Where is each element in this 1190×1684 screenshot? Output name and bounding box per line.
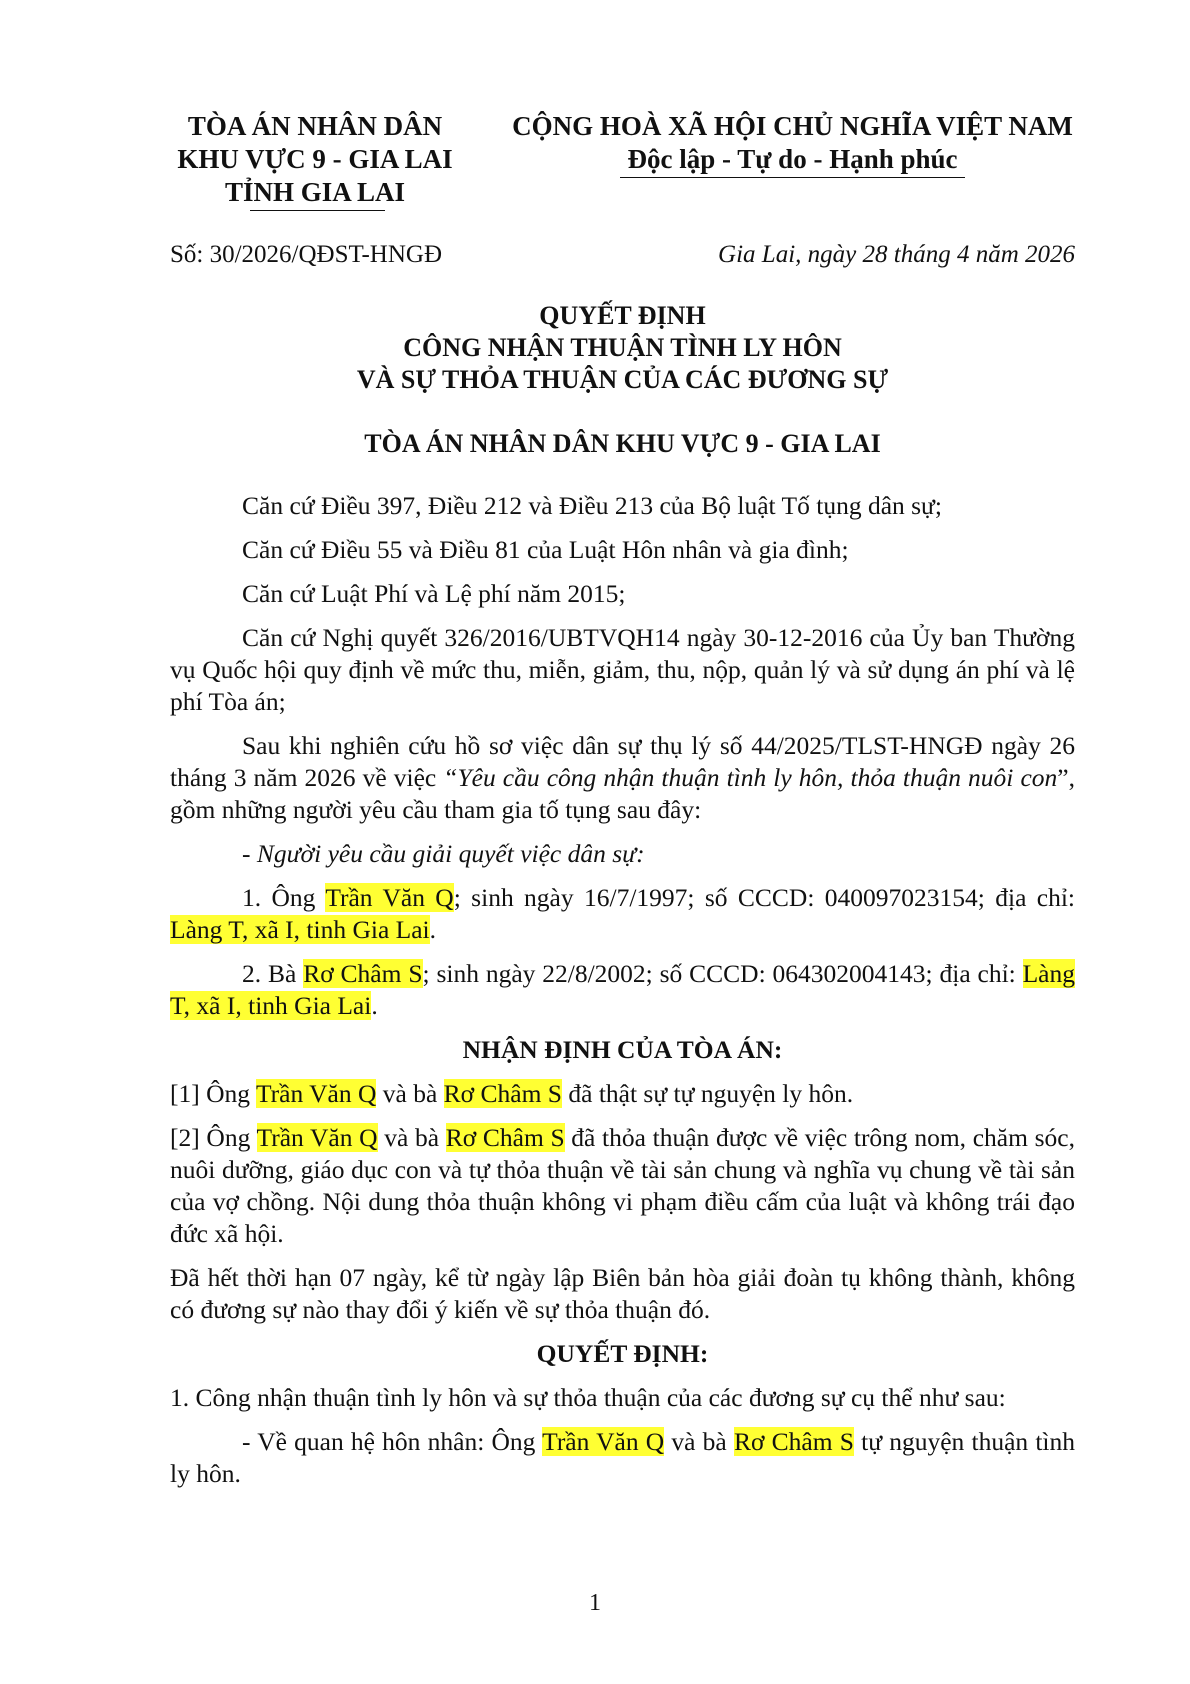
decision-1: 1. Công nhận thuận tình ly hôn và sự thỏa thuận của các đương sự cụ thể như sau: [170,1383,1006,1412]
court-header [170,110,460,209]
legal-basis: Căn cứ Nghị quyết 326/2016/UBTVQH14 ngày 30-12-2016 của Ủy ban Thường vụ Quốc hội quy định về mức thu, miễn, giảm, thu, nộp, quản lý và sử dụng án phí và lệ phí Tòa án; [170,623,1075,716]
finding-2-name1: Trần Văn Q [256,1123,378,1152]
requester-2-details: ; sinh ngày 22/8/2002; số CCCD: 064302004143; địa chỉ: [422,959,1023,988]
decision-marriage-prefix: - Về quan hệ hôn nhân: Ông [242,1427,543,1456]
requester-1-details: ; sinh ngày 16/7/1997; số CCCD: 040097023154; địa chỉ: [453,883,1075,912]
place-date: Gia Lai, ngày 28 tháng 4 năm 2026 [718,241,1075,268]
finding-2-name2: Rơ Châm S [445,1123,565,1152]
requester-2 [170,958,1075,1022]
requester-1-end: . [429,915,437,944]
legal-basis: Căn cứ Luật Phí và Lệ phí năm 2015; [242,579,626,608]
case-subject: “Yêu cầu công nhận thuận tình ly hôn, thỏa thuận nuôi con [443,763,1058,792]
legal-basis: Căn cứ Điều 397, Điều 212 và Điều 213 của Bộ luật Tố tụng dân sự; [242,491,942,520]
issuing-court: TÒA ÁN NHÂN DÂN KHU VỰC 9 - GIA LAI [364,429,881,458]
study-text-after: ”, gồm những người yêu cầu tham gia tố tụng sau đây: [170,763,1075,824]
requester-2-end: . [371,991,378,1020]
finding-1-name2: Rơ Châm S [443,1079,562,1108]
requester-1-prefix: 1. Ông [242,883,326,912]
title-line3: VÀ SỰ THỎA THUẬN CỦA CÁC ĐƯƠNG SỰ [356,365,889,394]
requester-2-prefix: 2. Bà [242,959,304,988]
requester-1-name: Trần Văn Q [325,883,454,912]
requesters-heading: - Người yêu cầu giải quyết việc dân sự: [242,839,645,868]
finding-1-prefix: [1] Ông [170,1079,256,1108]
decision-marriage-name2: Rơ Châm S [733,1427,854,1456]
national-name: CỘNG HOÀ XÃ HỘI CHỦ NGHĨA VIỆT NAM [512,111,1073,141]
court-header-underline [250,210,385,211]
decision-number: Số: 30/2026/QĐST-HNGĐ [170,241,443,268]
document-title [170,300,1075,396]
motto-underline [620,177,965,178]
motto-line: Độc lập - Tự do - Hạnh phúc [627,144,958,174]
finding-1-mid: và bà [376,1079,444,1108]
decision-marriage-name1: Trần Văn Q [542,1427,665,1456]
decision-marriage-rest: tự nguyện thuận tình ly hôn. [170,1427,1076,1488]
finding-2 [170,1122,1075,1250]
decision-marriage [170,1426,1075,1490]
requester-2-address: Làng T, xã I, tinh Gia Lai [170,959,1076,1020]
finding-1-name1: Trần Văn Q [255,1079,377,1108]
title-line2: CÔNG NHẬN THUẬN TÌNH LY HÔN [403,333,842,362]
decision-heading: QUYẾT ĐỊNH: [536,1339,709,1368]
findings-heading: NHẬN ĐỊNH CỦA TÒA ÁN: [462,1035,783,1064]
finding-2-rest: đã thỏa thuận được về việc trông nom, chăm sóc, nuôi dưỡng, giáo dục con và tự thỏa thuận về tài sản chung và nghĩa vụ chung về tài sản của vợ chồng. Nội dung thỏa thuận không vi phạm điều cấm của luật và không trái đạo đức xã hội. [170,1123,1075,1248]
study-text-before: Sau khi nghiên cứu hồ sơ việc dân sự thụ lý số 44/2025/TLST-HNGĐ ngày 26 tháng 3 năm 2026 về việc [170,731,1075,792]
finding-1 [170,1078,1075,1110]
decision-marriage-mid: và bà [664,1427,734,1456]
requester-1-address: Làng T, xã I, tinh Gia Lai [170,915,430,944]
legal-basis: Căn cứ Điều 55 và Điều 81 của Luật Hôn nhân và gia đình; [242,535,849,564]
finding-1-rest: đã thật sự tự nguyện ly hôn. [562,1079,854,1108]
document-body [170,490,1075,1502]
finding-3: Đã hết thời hạn 07 ngày, kể từ ngày lập Biên bản hòa giải đoàn tụ không thành, không có đương sự nào thay đổi ý kiến về sự thỏa thuận đó. [170,1263,1075,1324]
court-header-line1: TÒA ÁN NHÂN DÂN [187,111,443,141]
finding-2-mid: và bà [377,1123,446,1152]
requester-2-name: Rơ Châm S [303,959,423,988]
court-header-line3: TỈNH GIA LAI [224,177,406,207]
case-study-paragraph [170,730,1075,826]
document-header [160,110,1075,210]
court-header-line2: KHU VỰC 9 - GIA LAI [177,144,453,174]
page-number: 1 [589,1590,601,1616]
title-line1: QUYẾT ĐỊNH [539,301,706,330]
requester-1 [170,882,1075,946]
national-motto [510,110,1075,176]
finding-2-prefix: [2] Ông [170,1123,257,1152]
